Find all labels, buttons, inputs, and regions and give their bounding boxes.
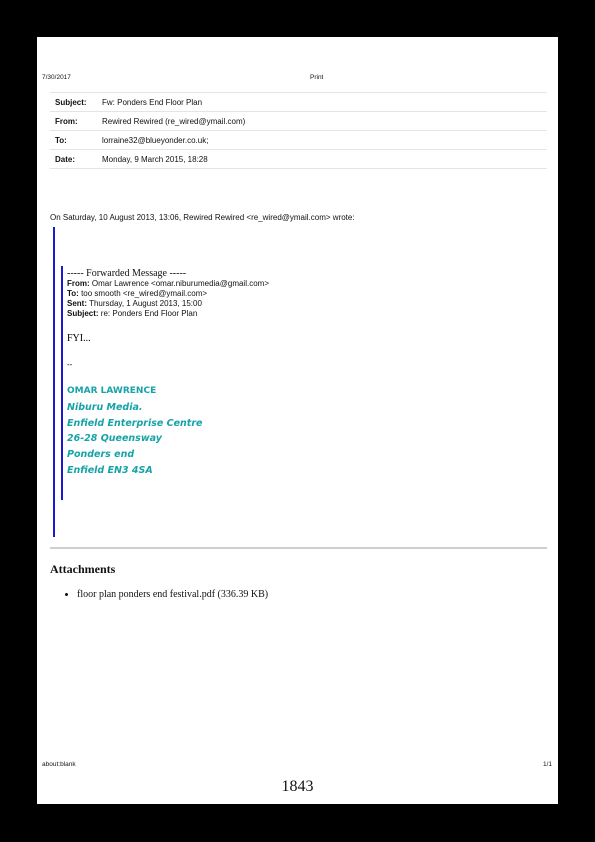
signature-company: Niburu Media. xyxy=(67,401,143,413)
fwd-from-label: From: xyxy=(67,279,90,288)
attachments-list xyxy=(50,589,268,600)
page-number: 1843 xyxy=(281,778,314,795)
attachment-filename: floor plan ponders end festival.pdf (336.39 KB) xyxy=(77,589,269,600)
signature xyxy=(67,384,202,479)
fwd-subject-row xyxy=(67,309,269,319)
to-value: lorraine32@blueyonder.co.uk; xyxy=(102,135,209,145)
quote-intro: On Saturday, 10 August 2013, 13:06, Rewired Rewired <re_wired@ymail.com> wrote: xyxy=(50,213,355,222)
outer-quote-bar xyxy=(53,227,55,537)
print-title: Print xyxy=(310,74,324,81)
to-label: To: xyxy=(55,135,67,145)
printed-page xyxy=(37,37,558,804)
signature-name: OMAR LAWRENCE xyxy=(67,386,157,396)
signature-address-4: Enfield EN3 4SA xyxy=(67,464,153,476)
fwd-sent-row xyxy=(67,299,269,309)
signature-separator: -- xyxy=(67,360,73,369)
fwd-subject-value: re: Ponders End Floor Plan xyxy=(100,309,198,318)
subject-row xyxy=(50,93,547,112)
signature-address-1: Enfield Enterprise Centre xyxy=(67,417,203,429)
attachments-title: Attachments xyxy=(50,562,116,576)
fwd-subject-label: Subject: xyxy=(67,309,99,318)
email-header-table xyxy=(50,92,547,169)
inner-quote-bar xyxy=(61,266,63,500)
attachments-divider xyxy=(50,547,547,549)
attachment-item[interactable] xyxy=(50,589,268,600)
forwarded-title: ----- Forwarded Message ----- xyxy=(67,268,187,279)
fwd-to-value: too smooth <re_wired@ymail.com> xyxy=(81,289,208,298)
signature-address-2: 26-28 Queensway xyxy=(67,433,162,445)
from-label: From: xyxy=(55,116,78,126)
date-label: Date: xyxy=(55,154,76,164)
to-row xyxy=(50,131,547,150)
date-row xyxy=(50,150,547,169)
subject-value: Fw: Ponders End Floor Plan xyxy=(102,97,203,107)
from-row xyxy=(50,112,547,131)
from-value: Rewired Rewired (re_wired@ymail.com) xyxy=(102,116,246,126)
fwd-to-row xyxy=(67,289,269,299)
fwd-from-value: Omar Lawrence <omar.niburumedia@gmail.com> xyxy=(91,279,269,288)
subject-label: Subject: xyxy=(55,97,87,107)
date-value: Monday, 9 March 2015, 18:28 xyxy=(102,154,208,164)
footer-page-count: 1/1 xyxy=(542,761,552,768)
footer-url: about:blank xyxy=(42,761,76,768)
fwd-sent-value: Thursday, 1 August 2013, 15:00 xyxy=(89,299,202,308)
fwd-sent-label: Sent: xyxy=(67,299,87,308)
forwarded-header xyxy=(67,268,269,319)
bullet-icon xyxy=(65,593,68,596)
fwd-to-label: To: xyxy=(67,289,79,298)
signature-address-3: Ponders end xyxy=(67,449,135,461)
message-text: FYI... xyxy=(67,333,91,344)
fwd-from-row xyxy=(67,279,269,289)
print-date: 7/30/2017 xyxy=(42,74,71,81)
